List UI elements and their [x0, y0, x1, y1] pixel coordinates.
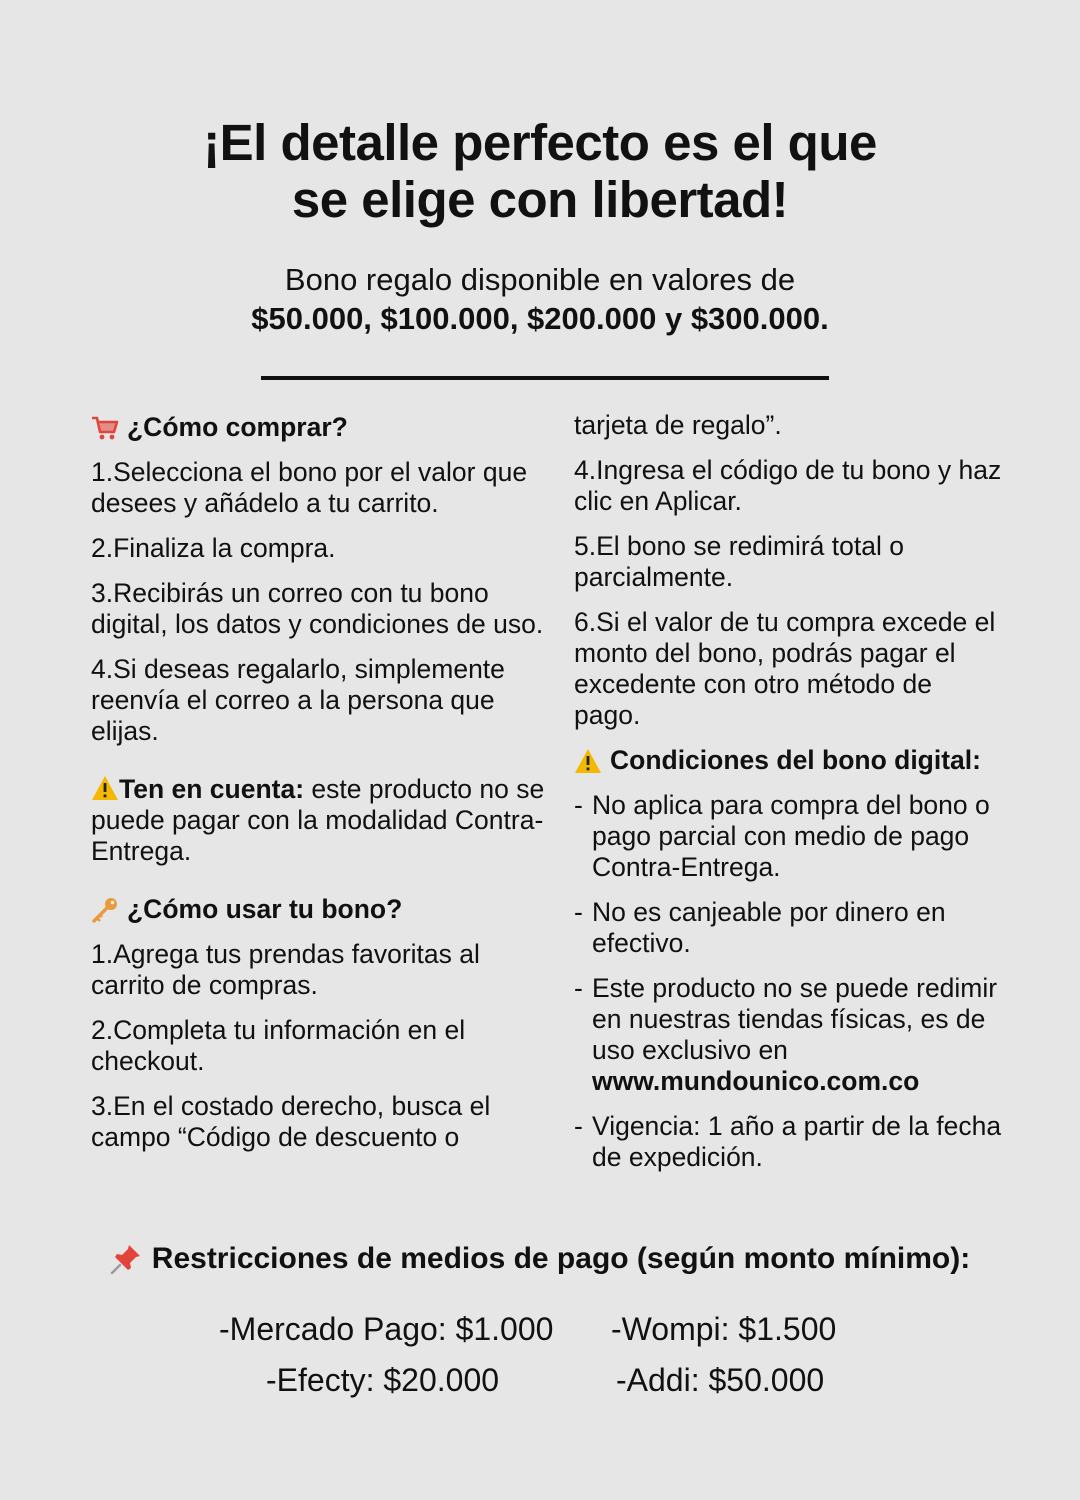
divider: [261, 376, 829, 380]
condition-text: No aplica para compra del bono o pago parcial con medio de pago Contra-Entrega.: [592, 790, 990, 882]
condition-item: - No es canjeable por dinero en efectivo.: [574, 897, 1004, 959]
condition-text: No es canjeable por dinero en efectivo.: [592, 897, 946, 958]
shopping-cart-icon: [91, 415, 119, 441]
use-step-4: 4.Ingresa el código de tu bono y haz clic en Aplicar.: [574, 455, 1002, 516]
title-line-2: se elige con libertad!: [291, 171, 789, 228]
payment-method-mercado-pago: -Mercado Pago: $1.000: [219, 1311, 554, 1347]
condition-text: Este producto no se puede redimir en nuestras tiendas físicas, es de uso exclusivo en: [592, 973, 998, 1065]
website-link[interactable]: www.mundounico.com.co: [592, 1066, 920, 1096]
condition-item: - Este producto no se puede redimir en nuestras tiendas físicas, es de uso exclusivo en www.mundounico.com.co: [574, 973, 998, 1096]
use-step-6: 6.Si el valor de tu compra excede el monto del bono, podrás pagar el excedente con otro método de pago.: [574, 607, 996, 730]
buy-step-2: 2.Finaliza la compra.: [91, 533, 336, 563]
how-to-use-heading: [91, 894, 551, 925]
pushpin-icon: [110, 1243, 142, 1275]
subtitle-line-1: Bono regalo disponible en valores de: [284, 262, 796, 297]
how-to-buy-heading: [91, 412, 551, 443]
warning-icon: [574, 748, 602, 774]
payment-method-wompi: -Wompi: $1.500: [611, 1311, 837, 1347]
note-text: este producto no se puede pagar con la modalidad Contra-Entrega.: [91, 774, 545, 866]
restrictions-heading: [0, 1242, 1080, 1276]
note-paragraph: [91, 774, 551, 867]
use-step-2: 2.Completa tu información en el checkout.: [91, 1015, 466, 1076]
left-column: [91, 412, 551, 1167]
how-to-use-heading-text: ¿Cómo usar tu bono?: [127, 894, 403, 924]
subtitle: [0, 260, 1080, 338]
buy-step-1: 1.Selecciona el bono por el valor que desees y añádelo a tu carrito.: [91, 457, 528, 518]
condition-text: Vigencia: 1 año a partir de la fecha de expedición.: [592, 1111, 1002, 1172]
use-step-1: 1.Agrega tus prendas favoritas al carrito de compras.: [91, 939, 480, 1000]
title-line-1: ¡El detalle perfecto es el que: [203, 114, 877, 171]
use-step-3-continued: tarjeta de regalo”.: [574, 410, 782, 440]
condition-item: - Vigencia: 1 año a partir de la fecha de expedición.: [574, 1111, 1004, 1173]
how-to-buy-heading-text: ¿Cómo comprar?: [127, 412, 348, 442]
conditions-heading: [574, 745, 1004, 776]
use-step-5: 5.El bono se redimirá total o parcialmente.: [574, 531, 904, 592]
buy-step-4: 4.Si deseas regalarlo, simplemente reenvía el correo a la persona que elijas.: [91, 654, 505, 746]
buy-step-3: 3.Recibirás un correo con tu bono digital, los datos y condiciones de uso.: [91, 578, 544, 639]
condition-item: - No aplica para compra del bono o pago parcial con medio de pago Contra-Entrega.: [574, 790, 1004, 883]
right-column: [574, 410, 1004, 1187]
payment-method-addi: -Addi: $50.000: [616, 1362, 825, 1398]
use-step-3: 3.En el costado derecho, busca el campo “Código de descuento o: [91, 1091, 491, 1152]
key-icon: [91, 897, 119, 923]
payment-method-efecty: -Efecty: $20.000: [266, 1362, 500, 1398]
warning-icon: [91, 775, 119, 801]
restrictions-heading-text: Restricciones de medios de pago (según monto mínimo):: [151, 1242, 971, 1275]
page-title: [0, 114, 1080, 228]
conditions-heading-text: Condiciones del bono digital:: [610, 745, 981, 775]
note-label: Ten en cuenta:: [119, 774, 305, 804]
subtitle-values: $50.000, $100.000, $200.000 y $300.000.: [251, 301, 829, 336]
